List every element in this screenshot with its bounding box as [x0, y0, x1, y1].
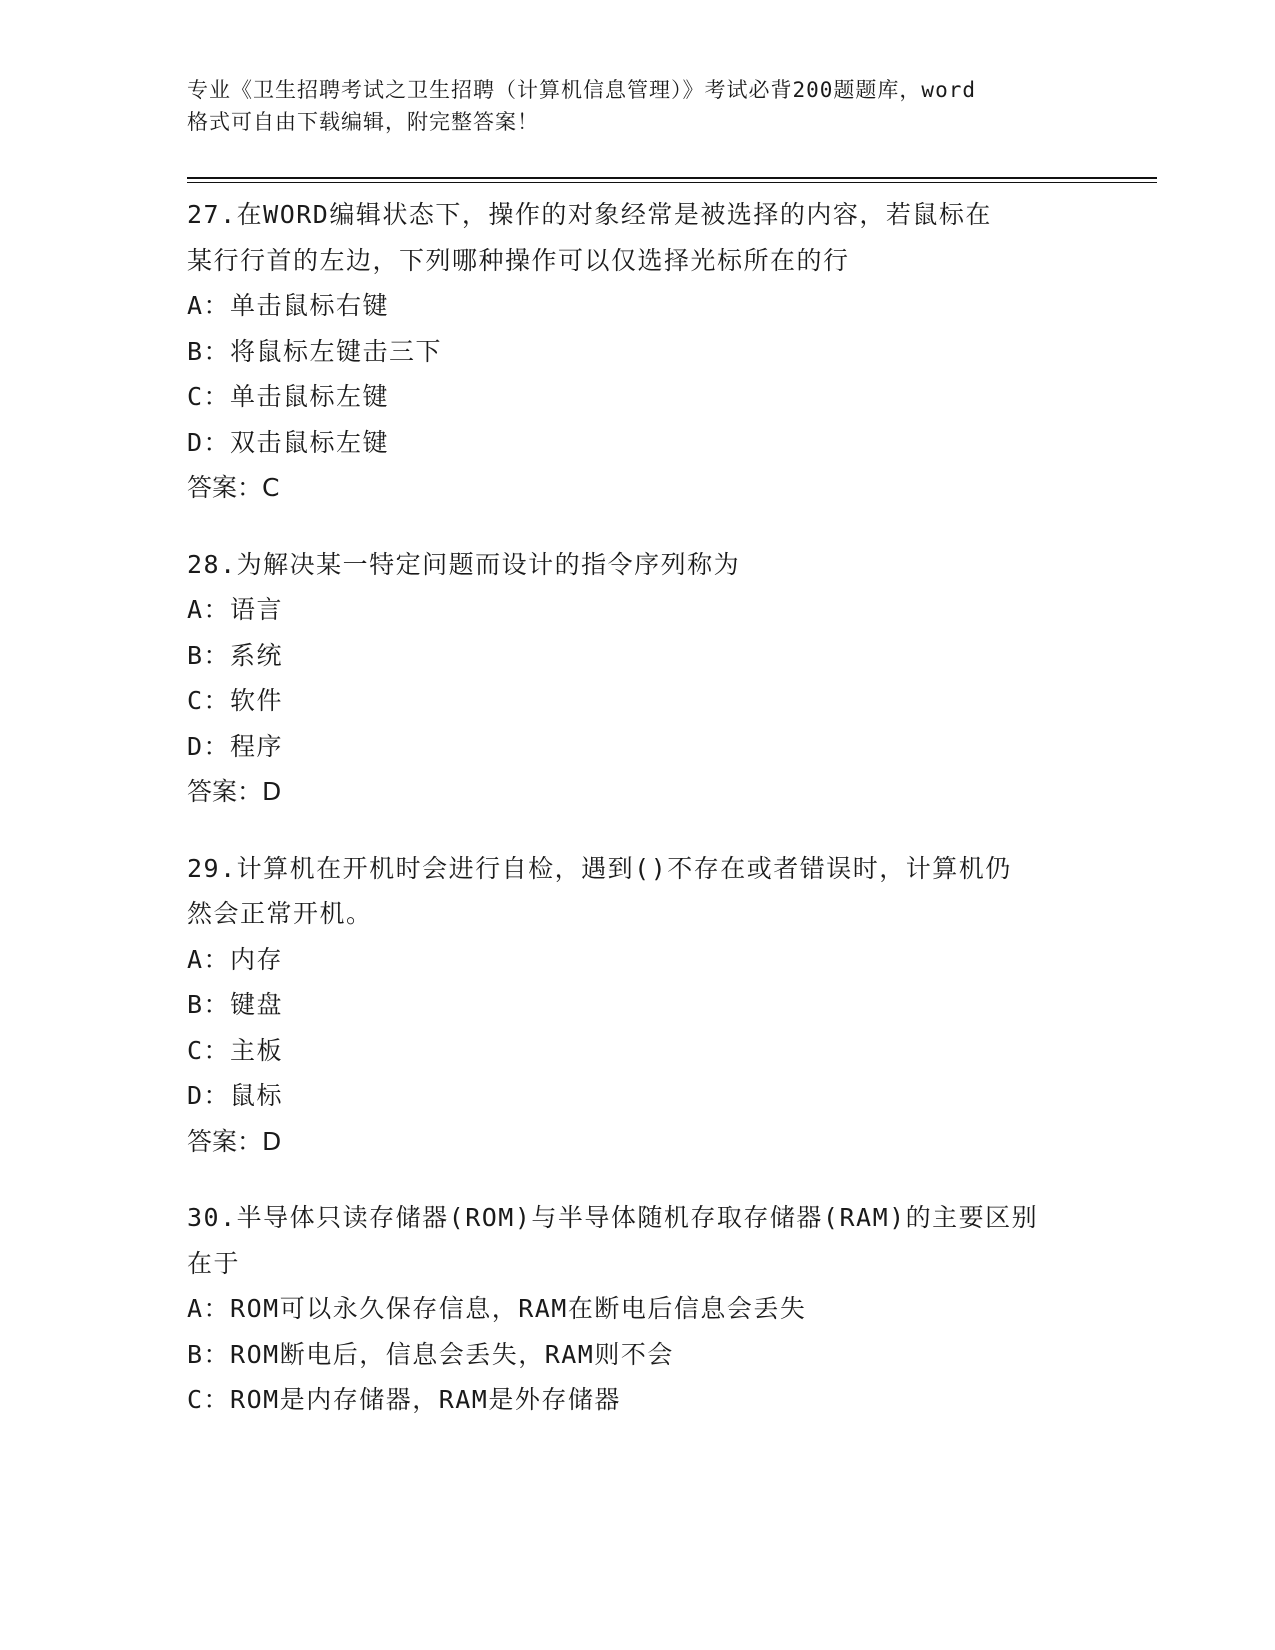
- answer-line: 答案：D: [187, 777, 282, 806]
- header-divider-thin: [187, 182, 1157, 183]
- header-line-1: 专业《卫生招聘考试之卫生招聘（计算机信息管理）》考试必背200题题库，word: [187, 78, 976, 102]
- answer-line: 答案：C: [187, 473, 280, 502]
- option-c: C：主板: [187, 1035, 284, 1065]
- option-b: B：ROM断电后，信息会丢失，RAM则不会: [187, 1339, 674, 1369]
- option-a: A：语言: [187, 595, 284, 624]
- option-b: B：将鼠标左键击三下: [187, 336, 443, 366]
- document-header: [187, 74, 1087, 138]
- header-line-2: 格式可自由下载编辑，附完整答案！: [187, 110, 539, 134]
- option-d: D：程序: [187, 731, 284, 761]
- question-stem-line: 然会正常开机。: [187, 899, 373, 928]
- option-d: D：双击鼠标左键: [187, 427, 390, 457]
- question-list: [187, 192, 1087, 1454]
- question-stem-line: 某行行首的左边，下列哪种操作可以仅选择光标所在的行: [187, 245, 850, 275]
- question-stem-line: 27.在WORD编辑状态下，操作的对象经常是被选择的内容，若鼠标在: [187, 200, 992, 229]
- option-c: C：软件: [187, 686, 284, 715]
- question-28: [187, 542, 1087, 815]
- option-d: D：鼠标: [187, 1081, 284, 1110]
- option-b: B：键盘: [187, 990, 284, 1019]
- question-stem-line: 29.计算机在开机时会进行自检，遇到()不存在或者错误时，计算机仍: [187, 853, 1012, 883]
- option-a: A：内存: [187, 944, 284, 974]
- question-30: [187, 1195, 1087, 1423]
- option-b: B：系统: [187, 640, 284, 670]
- option-a: A：单击鼠标右键: [187, 291, 390, 320]
- question-stem-line: 在于: [187, 1248, 241, 1278]
- header-divider-thick: [187, 177, 1157, 179]
- question-stem-line: 28.为解决某一特定问题而设计的指令序列称为: [187, 549, 741, 579]
- option-a: A：ROM可以永久保存信息，RAM在断电后信息会丢失: [187, 1294, 807, 1323]
- option-c: C：ROM是内存储器，RAM是外存储器: [187, 1385, 621, 1414]
- answer-line: 答案：D: [187, 1126, 282, 1156]
- question-stem-line: 30.半导体只读存储器(ROM)与半导体随机存取存储器(RAM)的主要区别: [187, 1203, 1039, 1232]
- question-29: [187, 846, 1087, 1165]
- question-27: [187, 192, 1087, 511]
- option-c: C：单击鼠标左键: [187, 382, 390, 411]
